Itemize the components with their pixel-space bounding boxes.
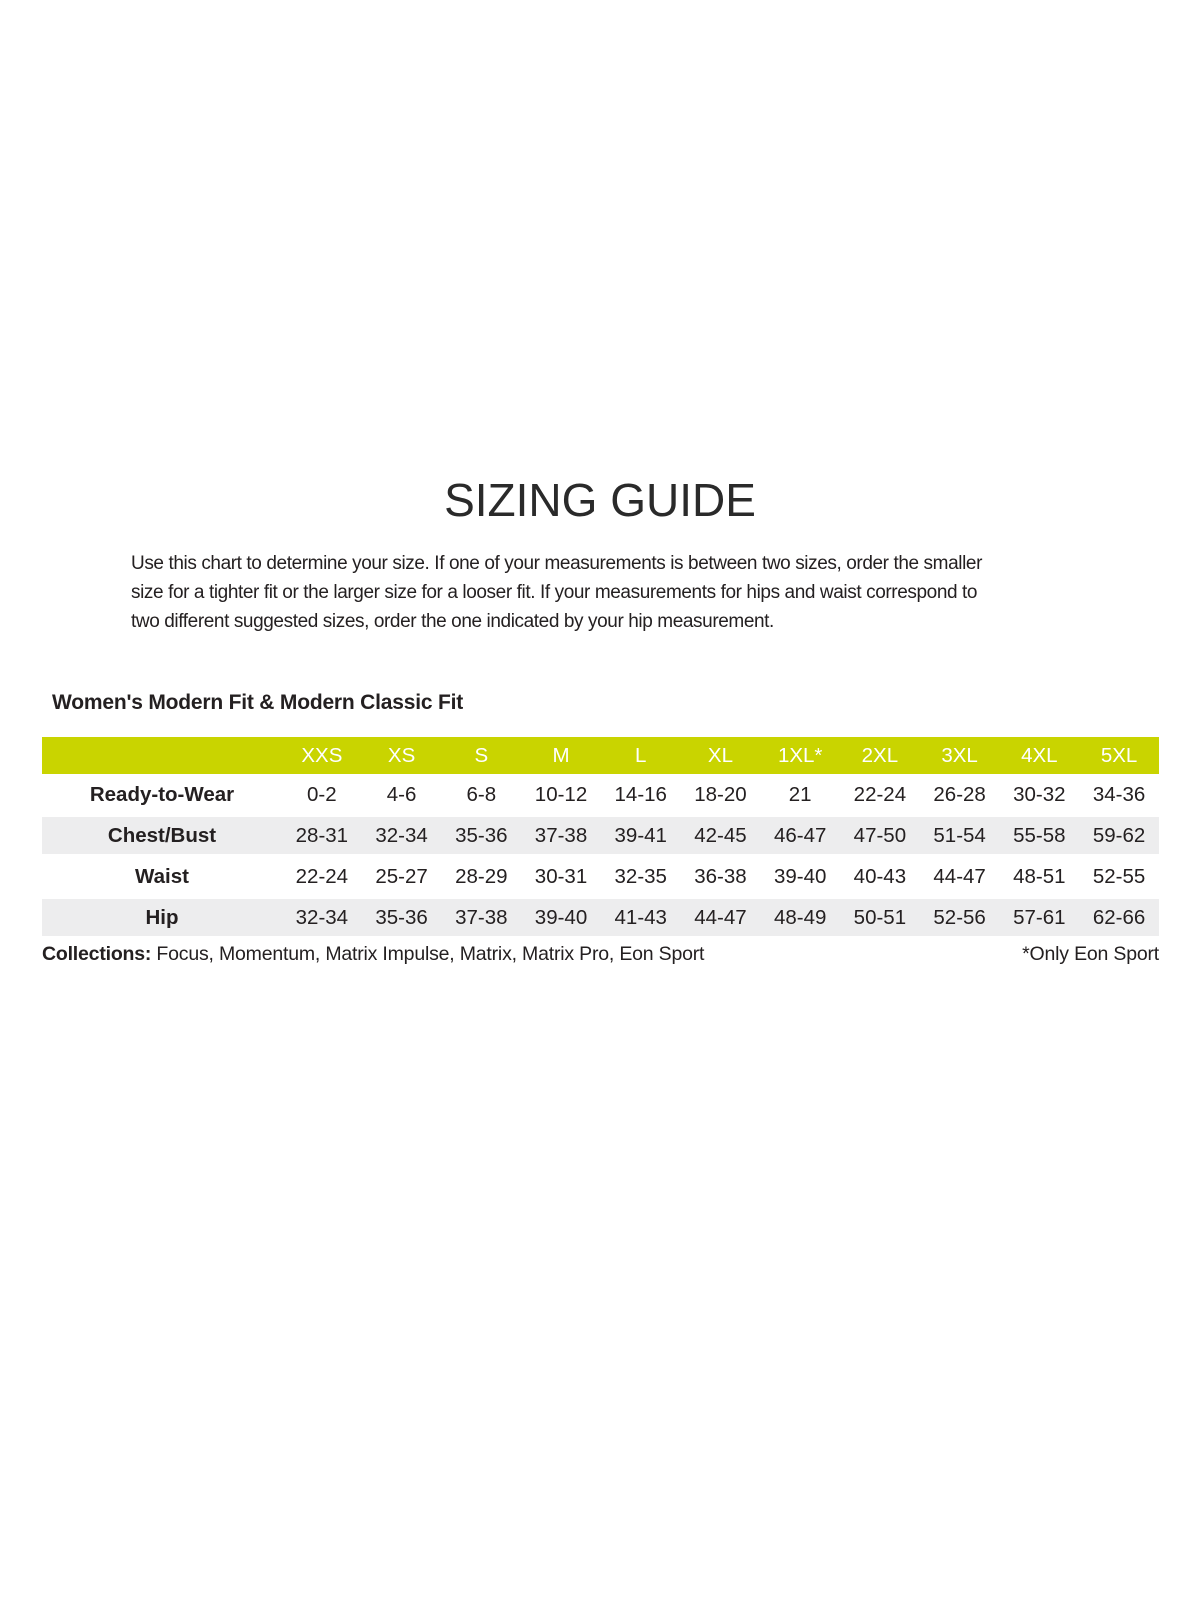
size-header-l: L xyxy=(601,737,681,774)
size-header-s: S xyxy=(441,737,521,774)
size-header-m: M xyxy=(521,737,601,774)
size-cell: 52-55 xyxy=(1079,856,1159,897)
size-cell: 39-40 xyxy=(521,897,601,938)
size-cell: 47-50 xyxy=(840,815,920,856)
size-cell: 44-47 xyxy=(681,897,761,938)
table-row-waist xyxy=(42,856,1159,897)
row-label-waist: Waist xyxy=(42,856,282,897)
size-cell: 14-16 xyxy=(601,774,681,815)
size-cell: 6-8 xyxy=(441,774,521,815)
size-cell: 48-51 xyxy=(999,856,1079,897)
table-row-hip xyxy=(42,897,1159,938)
row-label-hip: Hip xyxy=(42,897,282,938)
size-header-1xl: 1XL* xyxy=(760,737,840,774)
size-cell: 39-41 xyxy=(601,815,681,856)
size-header-3xl: 3XL xyxy=(920,737,1000,774)
size-header-5xl: 5XL xyxy=(1079,737,1159,774)
size-header-row xyxy=(42,737,1159,774)
size-cell: 0-2 xyxy=(282,774,362,815)
asterisk-note: *Only Eon Sport xyxy=(1022,943,1159,965)
size-cell: 35-36 xyxy=(362,897,442,938)
size-cell: 37-38 xyxy=(521,815,601,856)
size-cell: 39-40 xyxy=(760,856,840,897)
size-cell: 32-34 xyxy=(362,815,442,856)
size-cell: 44-47 xyxy=(920,856,1000,897)
size-cell: 18-20 xyxy=(681,774,761,815)
size-cell: 21 xyxy=(760,774,840,815)
size-cell: 57-61 xyxy=(999,897,1079,938)
size-cell: 26-28 xyxy=(920,774,1000,815)
size-cell: 35-36 xyxy=(441,815,521,856)
collections-note xyxy=(42,943,704,966)
size-cell: 46-47 xyxy=(760,815,840,856)
intro-line-1: Use this chart to determine your size. If one of your measurements is between two sizes, order the smaller xyxy=(131,553,982,574)
size-cell: 55-58 xyxy=(999,815,1079,856)
size-cell: 10-12 xyxy=(521,774,601,815)
size-cell: 34-36 xyxy=(1079,774,1159,815)
size-header-xl: XL xyxy=(681,737,761,774)
size-cell: 22-24 xyxy=(840,774,920,815)
page-title: SIZING GUIDE xyxy=(444,474,756,526)
size-cell: 4-6 xyxy=(362,774,442,815)
size-header-2xl: 2XL xyxy=(840,737,920,774)
intro-line-2: size for a tighter fit or the larger size for a looser fit. If your measurements for hips and waist correspond to xyxy=(131,582,978,603)
size-cell: 28-29 xyxy=(441,856,521,897)
size-cell: 37-38 xyxy=(441,897,521,938)
size-header-4xl: 4XL xyxy=(999,737,1079,774)
size-cell: 59-62 xyxy=(1079,815,1159,856)
size-cell: 52-56 xyxy=(920,897,1000,938)
size-header-empty-cell xyxy=(42,737,282,774)
size-cell: 50-51 xyxy=(840,897,920,938)
collections-list: Focus, Momentum, Matrix Impulse, Matrix, Matrix Pro, Eon Sport xyxy=(151,943,705,965)
size-cell: 36-38 xyxy=(681,856,761,897)
size-cell: 51-54 xyxy=(920,815,1000,856)
size-cell: 32-34 xyxy=(282,897,362,938)
intro-paragraph xyxy=(131,549,1071,636)
size-cell: 30-31 xyxy=(521,856,601,897)
intro-line-3: two different suggested sizes, order the one indicated by your hip measurement. xyxy=(131,611,774,632)
size-header-xs: XS xyxy=(362,737,442,774)
size-cell: 48-49 xyxy=(760,897,840,938)
size-cell: 30-32 xyxy=(999,774,1079,815)
size-cell: 22-24 xyxy=(282,856,362,897)
footer-notes xyxy=(42,943,1159,966)
table-row-ready-to-wear xyxy=(42,774,1159,815)
size-header-xxs: XXS xyxy=(282,737,362,774)
size-cell: 41-43 xyxy=(601,897,681,938)
collections-label: Collections: xyxy=(42,943,152,965)
section-heading-womens-modern-fit: Women's Modern Fit & Modern Classic Fit xyxy=(52,691,464,714)
size-cell: 42-45 xyxy=(681,815,761,856)
row-label-ready-to-wear: Ready-to-Wear xyxy=(42,774,282,815)
size-cell: 62-66 xyxy=(1079,897,1159,938)
size-cell: 28-31 xyxy=(282,815,362,856)
row-label-chest-bust: Chest/Bust xyxy=(42,815,282,856)
size-cell: 40-43 xyxy=(840,856,920,897)
size-chart-table xyxy=(42,737,1159,938)
table-row-chest-bust xyxy=(42,815,1159,856)
size-cell: 32-35 xyxy=(601,856,681,897)
size-cell: 25-27 xyxy=(362,856,442,897)
